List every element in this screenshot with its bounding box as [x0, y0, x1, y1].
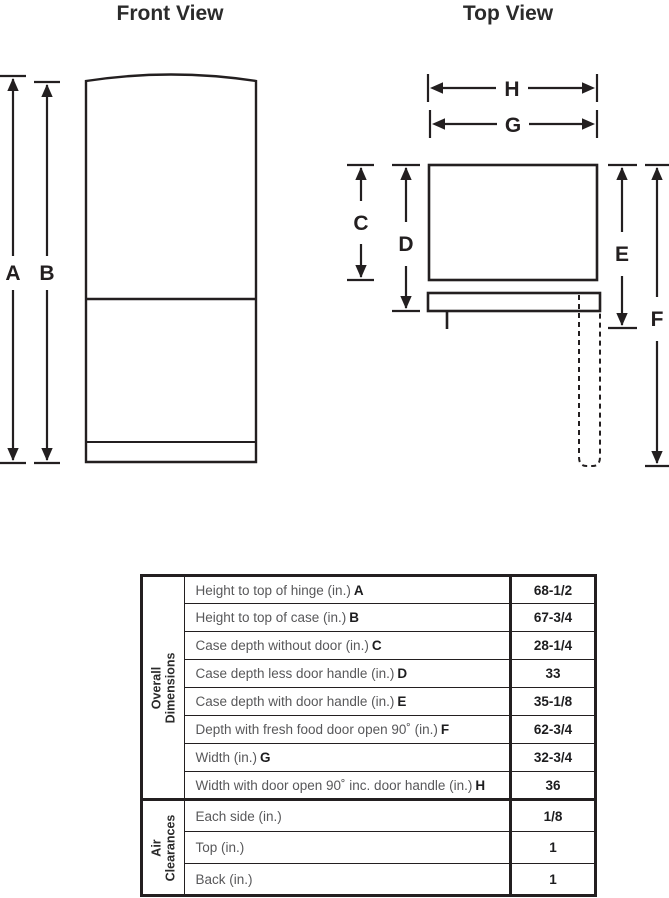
dim-H [428, 74, 597, 102]
dimension-label-cell: Width with door open 90˚ inc. door handle (in.) H [185, 772, 511, 800]
dimension-label-cell: Top (in.) [185, 832, 511, 864]
dim-F-label: F [650, 308, 664, 331]
dimension-letter: A [353, 582, 364, 598]
dim-G [430, 110, 597, 138]
dimension-label-cell: Each side (in.) [185, 800, 511, 832]
dimension-value-cell: 35-1/8 [511, 688, 596, 716]
overall-dimensions-header [142, 576, 185, 800]
case-rect [429, 165, 597, 280]
front-view-drawing [0, 75, 256, 464]
dimension-letter: D [397, 666, 408, 681]
dim-B-label: B [39, 262, 55, 285]
dimension-label-cell: Case depth less door handle (in.) D [185, 660, 511, 688]
dimension-letter: G [259, 750, 271, 765]
dimension-value-cell: 28-1/4 [511, 632, 596, 660]
arrow-down-icon [616, 313, 627, 326]
dimension-letter: H [475, 777, 486, 793]
arrow-down-icon [7, 448, 18, 461]
arrow-up-icon [400, 167, 411, 180]
arrow-right-icon [582, 118, 595, 129]
table-row [142, 744, 596, 772]
front-view-title: Front View [116, 2, 224, 25]
arrow-down-icon [355, 265, 366, 278]
open-door-dashed-outline [579, 295, 600, 466]
door-rect [428, 293, 600, 311]
dim-D-label: D [398, 233, 414, 256]
arrow-down-icon [651, 451, 662, 464]
dim-E [608, 165, 637, 328]
dimension-label-cell: Width (in.) G [185, 744, 511, 772]
dim-C [347, 165, 374, 280]
dimension-label-cell: Case depth without door (in.) C [185, 632, 511, 660]
dimension-label-cell: Back (in.) [185, 864, 511, 896]
dimension-value-cell: 68-1/2 [511, 576, 596, 604]
dimension-letter: F [440, 722, 450, 737]
dimension-label-cell: Depth with fresh food door open 90˚ (in.) F [185, 716, 511, 744]
dimension-value-cell: 1/8 [511, 800, 596, 832]
table-row [142, 688, 596, 716]
table-row [142, 604, 596, 632]
arrow-left-icon [432, 118, 445, 129]
dimension-value-cell: 36 [511, 772, 596, 800]
dimension-letter: B [349, 610, 360, 625]
dimension-value-cell: 62-3/4 [511, 716, 596, 744]
overall-dimensions-label: Overall Dimensions [149, 652, 178, 723]
dimension-label-cell: Height to top of case (in.) B [185, 604, 511, 632]
air-clearances-label: Air Clearances [149, 814, 178, 881]
table-row [142, 832, 596, 864]
top-view-title: Top View [462, 2, 554, 25]
air-clearances-header [142, 800, 185, 896]
arrow-up-icon [7, 78, 18, 91]
dimension-value-cell: 1 [511, 864, 596, 896]
fridge-front-outline [86, 75, 256, 463]
dim-D [392, 165, 420, 311]
dimension-label-cell: Case depth with door handle (in.) E [185, 688, 511, 716]
fridge-body [86, 75, 256, 463]
arrow-up-icon [616, 167, 627, 180]
table-row [142, 576, 596, 604]
dim-A [0, 76, 26, 463]
dim-C-label: C [353, 212, 369, 235]
dim-G-label: G [504, 114, 522, 137]
dimension-label-cell: Height to top of hinge (in.) A [185, 576, 511, 604]
dim-E-label: E [614, 243, 630, 266]
table-row [142, 772, 596, 800]
dimension-value-cell: 32-3/4 [511, 744, 596, 772]
arrow-right-icon [582, 82, 595, 93]
dimension-letter: C [371, 638, 382, 653]
dimension-value-cell: 67-3/4 [511, 604, 596, 632]
arrow-down-icon [400, 296, 411, 309]
dimension-value-cell: 1 [511, 832, 596, 864]
fridge-top-outline [428, 165, 600, 466]
dimension-value-cell: 33 [511, 660, 596, 688]
dimensions-table [140, 574, 597, 897]
table-row [142, 660, 596, 688]
air-clearances-section [142, 800, 596, 896]
arrow-up-icon [651, 167, 662, 180]
dim-H-label: H [504, 78, 520, 101]
dim-A-label: A [5, 262, 21, 285]
top-view-drawing [347, 74, 669, 466]
arrow-left-icon [430, 82, 443, 93]
arrow-up-icon [41, 84, 52, 97]
overall-dimensions-section [142, 576, 596, 800]
table-row [142, 716, 596, 744]
arrow-up-icon [355, 167, 366, 180]
table-row [142, 864, 596, 896]
dimension-letter: E [397, 694, 407, 709]
arrow-down-icon [41, 448, 52, 461]
table-row [142, 800, 596, 832]
table-row [142, 632, 596, 660]
dim-F [645, 165, 669, 466]
dim-B [34, 82, 60, 463]
